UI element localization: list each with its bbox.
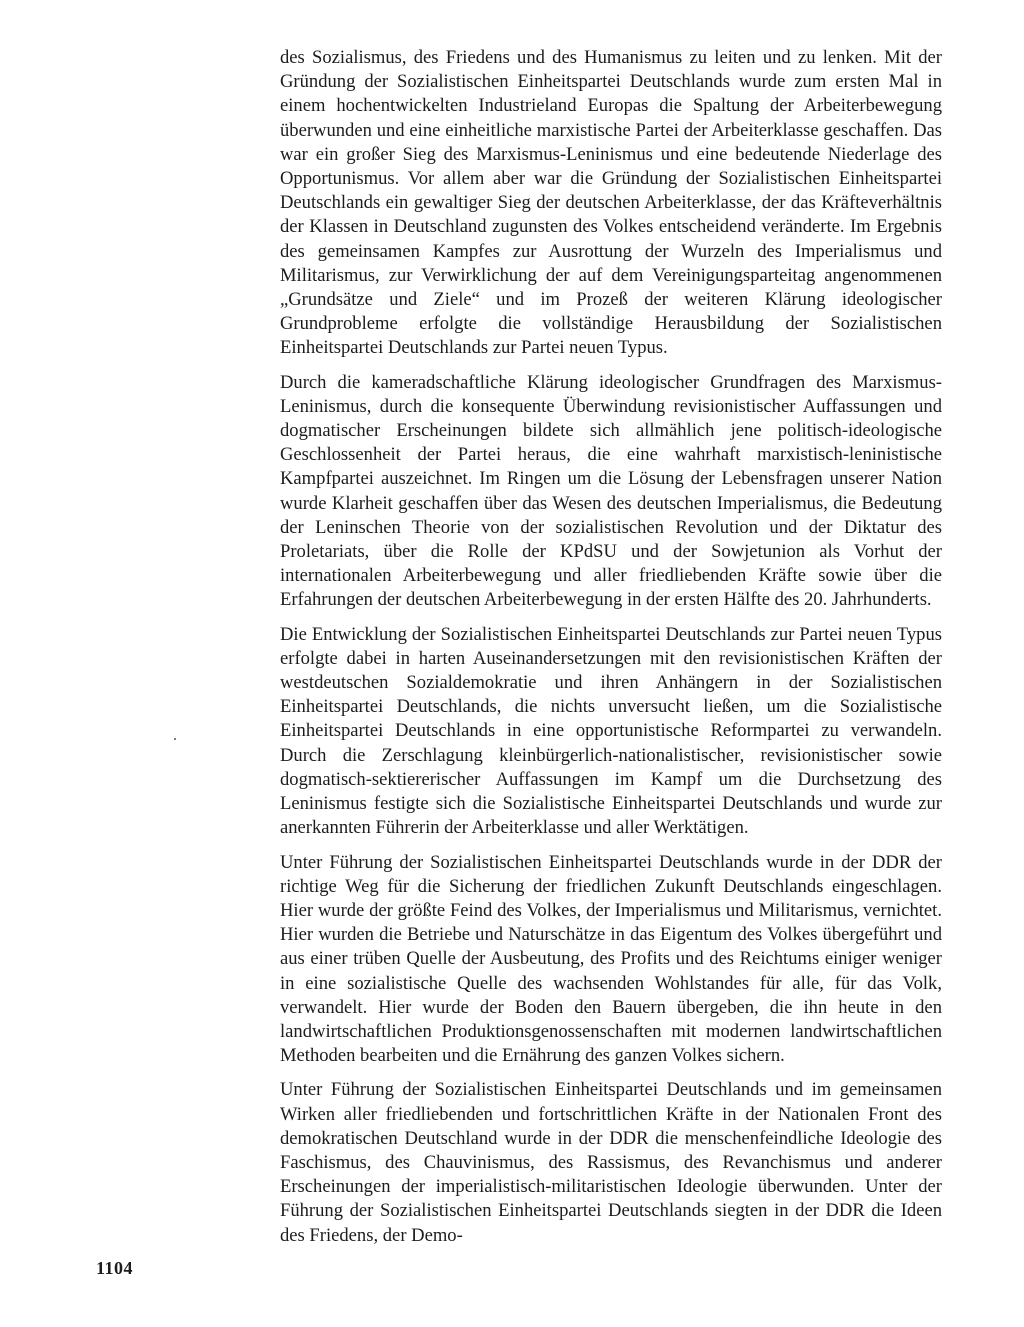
paragraph: Durch die kameradschaftliche Klärung ideologischer Grundfragen des Marxismus-Leninismus, durch die konsequente Überwindung revisionistischer Auffassungen und dogmatischer Erscheinungen bildete sich allmählich jene politisch-ideologische Geschlossenheit der Partei heraus, die eine wahrhaft marxistisch-leninistische Kampfpartei auszeichnet. Im Ringen um die Lösung der Lebensfragen unserer Nation wurde Klarheit geschaffen über das Wesen des deutschen Imperialismus, die Bedeutung der Leninschen Theorie von der sozialistischen Revolution und der Diktatur des Proletariats, über die Rolle der KPdSU und der Sowjetunion als Vorhut der internationalen Arbeiterbewegung und aller friedliebenden Kräfte sowie über die Erfahrungen der deutschen Arbeiterbewegung in der ersten Hälfte des 20. Jahrhunderts. <box>280 371 942 611</box>
page-number: 1104 <box>96 1258 134 1278</box>
paragraph: Unter Führung der Sozialistischen Einheitspartei Deutschlands und im gemeinsamen Wirken aller friedliebenden und fortschrittlichen Kräfte in der Nationalen Front des demokratischen Deutschland wurde in der DDR die menschenfeindliche Ideologie des Faschismus, des Chauvinismus, des Rassismus, des Revanchismus und anderer Erscheinungen der imperialistisch-militaristischen Ideologie überwunden. Unter der Führung der Sozialistischen Einheitspartei Deutschlands siegten in der DDR die Ideen des Friedens, der Demo- <box>280 1079 942 1246</box>
paragraph: des Sozialismus, des Friedens und des Humanismus zu leiten und zu lenken. Mit der Gründung der Sozialistischen Einheitspartei Deutschlands wurde zum ersten Mal in einem hochentwickelten Industrieland Europas die Spaltung der Arbeiterbewegung überwunden und eine einheitliche marxistische Partei der Arbeiterklasse geschaffen. Das war ein großer Sieg des Marxismus-Leninismus und eine bedeutende Niederlage des Opportunismus. Vor allem aber war die Gründung der Sozialistischen Einheitspartei Deutschlands ein gewaltiger Sieg der deutschen Arbeiterklasse, der das Kräfteverhältnis der Klassen in Deutschland zugunsten des Volkes entscheidend veränderte. Im Ergebnis des gemeinsamen Kampfes zur Ausrottung der Wurzeln des Imperialismus und Militarismus, zur Verwirklichung der auf dem Vereinigungsparteitag angenommenen „Grundsätze und Ziele“ und im Prozeß der weiteren Klärung ideologischer Grundprobleme erfolgte die vollständige Herausbildung der Sozialistischen Einheitspartei Deutschlands zur Partei neuen Typus. <box>280 47 942 359</box>
scan-speck <box>174 738 176 740</box>
paragraph: Die Entwicklung der Sozialistischen Einheitspartei Deutschlands zur Partei neuen Typus erfolgte dabei in harten Auseinandersetzungen mit den revisionistischen Kräften der westdeutschen Sozialdemokratie und ihren Anhängern in der Sozialistischen Einheitspartei Deutschlands, die nichts unversucht ließen, um die Sozialistische Einheitspartei Deutschlands in eine opportunistische Reformpartei zu verwandeln. Durch die Zerschlagung kleinbürgerlich-nationalistischer, revisionistischer sowie dogmatisch-sektiererischer Auffassungen im Kampf um die Durchsetzung des Leninismus festigte sich die Sozialistische Einheitspartei Deutschlands und wurde zur anerkannten Führerin der Arbeiterklasse und aller Werktätigen. <box>280 623 942 839</box>
paragraph: Unter Führung der Sozialistischen Einheitspartei Deutschlands wurde in der DDR der richtige Weg für die Sicherung der friedlichen Zukunft Deutschlands eingeschlagen. Hier wurde der größte Feind des Volkes, der Imperialismus und Militarismus, vernichtet. Hier wurden die Betriebe und Naturschätze in das Eigentum des Volkes übergeführt und aus einer trüben Quelle der Ausbeutung, des Profits und des Reichtums einiger weniger in eine sozialistische Quelle des wachsenden Wohlstandes für alle, für das Volk, verwandelt. Hier wurde der Boden den Bauern übergeben, die ihn heute in den landwirtschaftlichen Produktionsgenossenschaften mit modernen landwirtschaftlichen Methoden bearbeiten und die Ernährung des ganzen Volkes sichern. <box>280 851 942 1067</box>
text-column <box>280 46 942 1258</box>
